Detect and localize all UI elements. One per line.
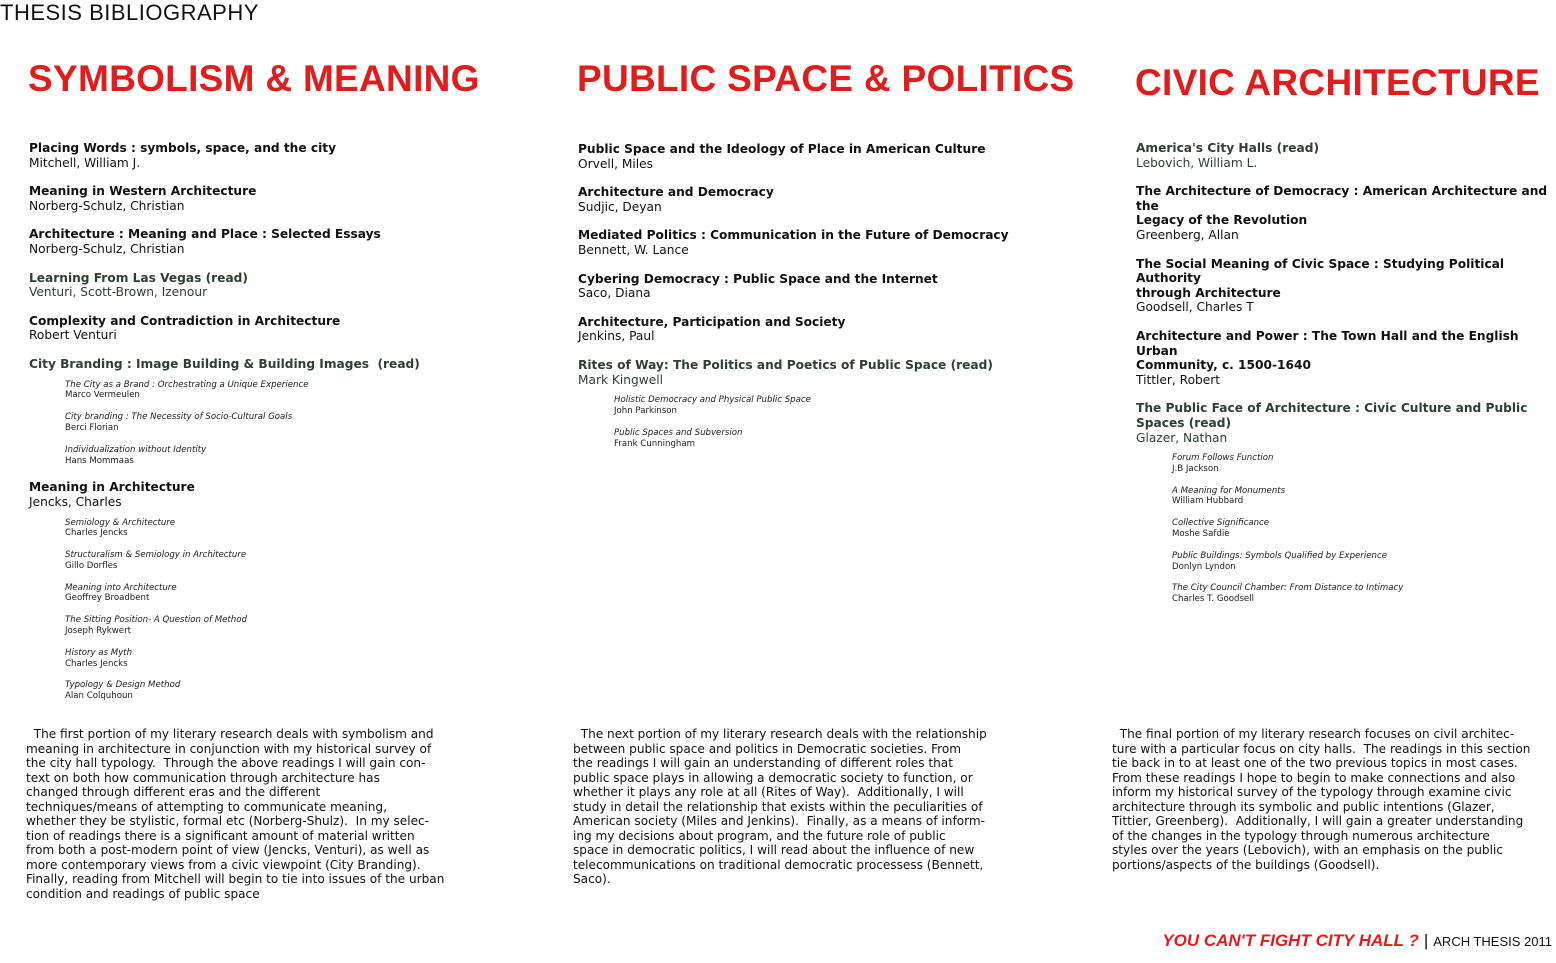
footer bbox=[1162, 931, 1552, 951]
sub-reading-author: Hans Mommaas bbox=[65, 455, 134, 466]
footer-separator: | bbox=[1423, 931, 1429, 950]
bibliography-entry bbox=[29, 271, 469, 300]
bibliography-entry bbox=[29, 227, 469, 256]
entry-title: Complexity and Contradiction in Architecture bbox=[29, 313, 341, 328]
entry-author: Norberg-Schulz, Christian bbox=[29, 198, 185, 213]
section-heading: CIVIC ARCHITECTURE bbox=[1135, 62, 1540, 103]
sub-reading-author: Alan Colquhoun bbox=[65, 691, 133, 702]
bibliography-entry bbox=[1136, 401, 1556, 605]
sub-reading bbox=[65, 583, 469, 605]
entry-author: Mark Kingwell bbox=[578, 372, 664, 387]
section-paragraph: The final portion of my literary research focuses on civil architec- ture with a particular focus on city halls. The readings in this section tie back in to at least one of the two previous topics in most cases. From these readings I hope to begin to make connections and also inform my historical survey of the typology through examine civic architecture through its symbolic and public intentions (Glazer, Tittier, Greenberg). Additionally, I will gain a greater understanding of the changes in the typology through numerous architecture styles over the years (Lebovich), with an emphasis on the public portions/aspects of the buildings (Goodsell). bbox=[1112, 727, 1531, 872]
bibliography-list bbox=[29, 141, 469, 716]
sub-reading-title: Individualization without Identity bbox=[65, 444, 207, 455]
sub-reading-title: Holistic Democracy and Physical Public Space bbox=[614, 395, 811, 406]
entry-title: Architecture : Meaning and Place : Selected Essays bbox=[29, 227, 381, 242]
sub-reading-author: John Parkinson bbox=[614, 405, 678, 416]
section-paragraph: The next portion of my literary research deals with the relationship between public space and politics in Democratic societies. From the readings I will gain an understanding of different roles that public space plays in allowing a democratic society to function, or whether it plays any role at all (Rites of Way). Additionally, I will study in detail the relationship that exists within the peculiarities of American society (Miles and Jenkins). Finally, as a means of inform- ing my decisions about program, and the future role of public space in democratic politics, I will read about the influence of new telecommunications on traditional democratic processess (Bennett, Saco). bbox=[573, 727, 987, 886]
sub-reading-author: Joseph Rykwert bbox=[65, 626, 131, 637]
footer-slogan: YOU CAN'T FIGHT CITY HALL ? bbox=[1162, 931, 1419, 950]
sub-reading bbox=[65, 680, 469, 702]
entry-author: Goodsell, Charles T bbox=[1136, 300, 1254, 315]
entry-title: Meaning in Western Architecture bbox=[29, 184, 257, 199]
sub-reading-title: Collective Significance bbox=[1172, 518, 1270, 529]
sub-reading-title: Structuralism & Semiology in Architecture bbox=[65, 550, 247, 561]
bibliography-entry bbox=[29, 184, 469, 213]
sub-reading bbox=[65, 518, 469, 540]
sub-reading-list bbox=[614, 395, 1018, 449]
entry-author: Norberg-Schulz, Christian bbox=[29, 241, 185, 256]
entry-title: Learning From Las Vegas (read) bbox=[29, 270, 248, 285]
sub-reading bbox=[1172, 551, 1556, 573]
sub-reading-author: Charles T. Goodsell bbox=[1172, 594, 1254, 605]
entry-author: Lebovich, William L. bbox=[1136, 155, 1258, 170]
sub-reading-author: Gillo Dorfles bbox=[65, 560, 118, 571]
sub-reading-title: The City Council Chamber: From Distance to Intimacy bbox=[1172, 583, 1404, 594]
bibliography-entry bbox=[1136, 257, 1556, 315]
sub-reading-author: Charles Jencks bbox=[65, 528, 128, 539]
sub-reading bbox=[65, 412, 469, 434]
entry-author: Sudjic, Deyan bbox=[578, 199, 662, 214]
entry-title: Meaning in Architecture bbox=[29, 480, 195, 495]
sub-reading-author: Berci Florian bbox=[65, 422, 119, 433]
entry-title: The Architecture of Democracy : American Architecture and the Legacy of the Revolution bbox=[1136, 184, 1548, 228]
bibliography-list bbox=[578, 142, 1018, 463]
sub-reading-author: Moshe Safdie bbox=[1172, 529, 1230, 540]
sub-reading-title: The Sitting Position- A Question of Method bbox=[65, 615, 247, 626]
entry-title: Architecture, Participation and Society bbox=[578, 314, 846, 329]
sub-reading bbox=[65, 445, 469, 467]
sub-reading-title: Semiology & Architecture bbox=[65, 517, 176, 528]
bibliography-entry bbox=[1136, 141, 1556, 170]
entry-author: Mitchell, William J. bbox=[29, 155, 141, 170]
sub-reading-author: Charles Jencks bbox=[65, 658, 128, 669]
entry-author: Venturi, Scott-Brown, Izenour bbox=[29, 285, 208, 300]
bibliography-entry bbox=[29, 480, 469, 702]
page-title: THESIS BIBLIOGRAPHY bbox=[0, 0, 259, 25]
sub-reading bbox=[1172, 518, 1556, 540]
sub-reading-list bbox=[65, 380, 469, 467]
bibliography-entry bbox=[29, 141, 469, 170]
sub-reading bbox=[65, 615, 469, 637]
sub-reading bbox=[1172, 453, 1556, 475]
sub-reading-title: Public Buildings: Symbols Qualified by Experience bbox=[1172, 550, 1387, 561]
section-heading: PUBLIC SPACE & POLITICS bbox=[577, 58, 1075, 99]
entry-title: The Public Face of Architecture : Civic Culture and Public Spaces (read) bbox=[1136, 401, 1532, 430]
bibliography-entry bbox=[578, 228, 1018, 257]
sub-reading bbox=[1172, 486, 1556, 508]
sub-reading-title: Typology & Design Method bbox=[65, 680, 181, 691]
sub-reading bbox=[65, 380, 469, 402]
footer-project: ARCH THESIS 2011 bbox=[1433, 934, 1552, 949]
entry-title: Architecture and Power : The Town Hall and the English Urban Community, c. 1500-1640 bbox=[1136, 328, 1519, 373]
entry-title: Mediated Politics : Communication in the Future of Democracy bbox=[578, 228, 1009, 243]
sub-reading-title: Public Spaces and Subversion bbox=[614, 427, 743, 438]
entry-author: Tittler, Robert bbox=[1136, 372, 1221, 387]
bibliography-entry bbox=[29, 357, 469, 466]
sub-reading bbox=[614, 395, 1018, 417]
bibliography-entry bbox=[578, 315, 1018, 344]
entry-title: Cybering Democracy : Public Space and the Internet bbox=[578, 271, 938, 286]
entry-author: Bennett, W. Lance bbox=[578, 242, 689, 257]
entry-author: Glazer, Nathan bbox=[1136, 430, 1228, 445]
bibliography-entry bbox=[1136, 184, 1556, 242]
sub-reading-author: Donlyn Lyndon bbox=[1172, 561, 1236, 572]
sub-reading-author: J.B Jackson bbox=[1172, 463, 1219, 474]
sub-reading-author: Marco Vermeulen bbox=[65, 390, 140, 401]
bibliography-entry bbox=[578, 358, 1018, 449]
section-heading: SYMBOLISM & MEANING bbox=[28, 58, 480, 99]
entry-author: Saco, Diana bbox=[578, 286, 651, 301]
sub-reading-title: Meaning into Architecture bbox=[65, 582, 177, 593]
entry-title: Architecture and Democracy bbox=[578, 185, 774, 200]
entry-title: City Branding : Image Building & Building Images (read) bbox=[29, 356, 420, 371]
sub-reading-title: A Meaning for Monuments bbox=[1172, 485, 1286, 496]
sub-reading bbox=[65, 550, 469, 572]
sub-reading bbox=[65, 648, 469, 670]
section-paragraph: The first portion of my literary research deals with symbolism and meaning in architecture in conjunction with my historical survey of the city hall typology. Through the above readings I will gain con- text on both how communication through architecture has changed through different eras and the different techniques/means of attempting to communicate meaning, whether they be stylistic, formal etc (Norberg-Shulz). In my selec- tion of readings there is a significant amount of material written from both a post-modern point of view (Jencks, Venturi), as well as more contemporary views from a civic viewpoint (City Branding). Finally, reading from Mitchell will begin to tie into issues of the urban condition and readings of public space bbox=[26, 727, 445, 901]
entry-author: Jencks, Charles bbox=[29, 494, 122, 509]
entry-author: Robert Venturi bbox=[29, 328, 117, 343]
sub-reading-title: History as Myth bbox=[65, 647, 133, 658]
entry-author: Orvell, Miles bbox=[578, 156, 653, 171]
entry-author: Greenberg, Allan bbox=[1136, 227, 1239, 242]
sub-reading-author: William Hubbard bbox=[1172, 496, 1244, 507]
bibliography-entry bbox=[29, 314, 469, 343]
sub-reading-list bbox=[65, 518, 469, 703]
sub-reading-list bbox=[1172, 453, 1556, 605]
bibliography-entry bbox=[578, 272, 1018, 301]
sub-reading bbox=[614, 428, 1018, 450]
sub-reading bbox=[1172, 583, 1556, 605]
bibliography-entry bbox=[578, 185, 1018, 214]
bibliography-entry bbox=[1136, 329, 1556, 387]
entry-title: Rites of Way: The Politics and Poetics of Public Space (read) bbox=[578, 357, 993, 372]
entry-title: Placing Words : symbols, space, and the city bbox=[29, 141, 337, 155]
entry-title: The Social Meaning of Civic Space : Studying Political Authority through Architecture bbox=[1136, 256, 1505, 300]
sub-reading-author: Geoffrey Broadbent bbox=[65, 593, 150, 604]
sub-reading-author: Frank Cunningham bbox=[614, 438, 695, 449]
sub-reading-title: The City as a Brand : Orchestrating a Unique Experience bbox=[65, 379, 309, 390]
entry-title: America's City Halls (read) bbox=[1136, 141, 1320, 155]
sub-reading-title: Forum Follows Function bbox=[1172, 453, 1274, 464]
bibliography-entry bbox=[578, 142, 1018, 171]
bibliography-list bbox=[1136, 141, 1556, 619]
entry-author: Jenkins, Paul bbox=[578, 329, 655, 344]
entry-title: Public Space and the Ideology of Place in American Culture bbox=[578, 142, 986, 156]
sub-reading-title: City branding : The Necessity of Socio-Cultural Goals bbox=[65, 412, 293, 423]
